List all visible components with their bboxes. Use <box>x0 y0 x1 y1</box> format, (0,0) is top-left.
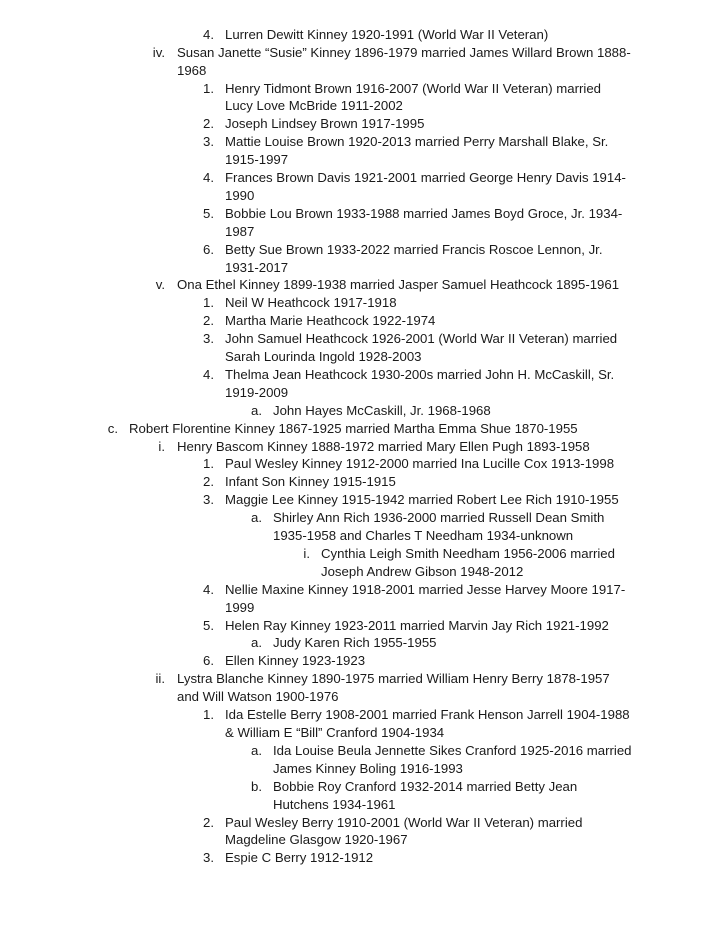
list-item <box>0 205 721 223</box>
list-item-text: 1919-2009 <box>225 385 289 400</box>
list-item-text: Maggie Lee Kinney 1915-1942 married Robert Lee Rich 1910-1955 <box>225 492 619 507</box>
list-marker: ii. <box>155 671 165 686</box>
list-item-text: Joseph Lindsey Brown 1917-1995 <box>225 116 425 131</box>
list-marker: 5. <box>203 618 214 633</box>
list-item-text: Bobbie Roy Cranford 1932-2014 married Betty Jean <box>273 779 578 794</box>
list-item-text: Helen Ray Kinney 1923-2011 married Marvin Jay Rich 1921-1992 <box>225 618 609 633</box>
list-item <box>0 294 721 312</box>
list-item-continuation <box>0 187 721 205</box>
list-item <box>0 169 721 187</box>
list-item-continuation <box>0 384 721 402</box>
list-item-continuation <box>0 348 721 366</box>
list-item <box>0 26 721 44</box>
list-marker: a. <box>251 403 262 418</box>
list-item <box>0 276 721 294</box>
list-item <box>0 617 721 635</box>
list-item-text: Ona Ethel Kinney 1899-1938 married Jasper Samuel Heathcock 1895-1961 <box>177 277 620 292</box>
list-item <box>0 491 721 509</box>
list-item-text: Infant Son Kinney 1915-1915 <box>225 474 396 489</box>
list-marker: 3. <box>203 492 214 507</box>
list-marker: 6. <box>203 653 214 668</box>
list-item-text: Judy Karen Rich 1955-1955 <box>273 635 437 650</box>
list-item <box>0 545 721 563</box>
list-item <box>0 634 721 652</box>
list-item <box>0 670 721 688</box>
list-item-text: 1935-1958 and Charles T Needham 1934-unknown <box>273 528 574 543</box>
list-item-continuation <box>0 259 721 277</box>
list-item <box>0 581 721 599</box>
list-item <box>0 473 721 491</box>
list-marker: i. <box>303 546 310 561</box>
list-item-text: 1931-2017 <box>225 260 289 275</box>
list-marker: 4. <box>203 170 214 185</box>
list-item-continuation <box>0 688 721 706</box>
list-item-text: 1987 <box>225 224 255 239</box>
list-marker: iv. <box>152 45 165 60</box>
list-item <box>0 44 721 62</box>
list-item-continuation <box>0 62 721 80</box>
list-marker: v. <box>155 277 165 292</box>
list-item-text: and Will Watson 1900-1976 <box>177 689 339 704</box>
list-item <box>0 814 721 832</box>
list-item-text: Shirley Ann Rich 1936-2000 married Russell Dean Smith <box>273 510 605 525</box>
list-item-text: Frances Brown Davis 1921-2001 married George Henry Davis 1914- <box>225 170 626 185</box>
list-item-text: John Samuel Heathcock 1926-2001 (World War II Veteran) married <box>225 331 618 346</box>
list-item-text: Joseph Andrew Gibson 1948-2012 <box>321 564 524 579</box>
list-item <box>0 706 721 724</box>
list-marker: a. <box>251 743 262 758</box>
list-marker: b. <box>251 779 262 794</box>
list-item-continuation <box>0 760 721 778</box>
list-marker: 5. <box>203 206 214 221</box>
list-item-text: 1968 <box>177 63 207 78</box>
list-item-text: Lurren Dewitt Kinney 1920-1991 (World War II Veteran) <box>225 27 549 42</box>
list-item <box>0 241 721 259</box>
list-marker: 1. <box>203 707 214 722</box>
list-item-text: Espie C Berry 1912-1912 <box>225 850 374 865</box>
list-marker: 1. <box>203 456 214 471</box>
list-item-text: Magdeline Glasgow 1920-1967 <box>225 832 408 847</box>
list-item-text: Nellie Maxine Kinney 1918-2001 married Jesse Harvey Moore 1917- <box>225 582 626 597</box>
list-item-text: John Hayes McCaskill, Jr. 1968-1968 <box>273 403 491 418</box>
list-marker: 3. <box>203 134 214 149</box>
list-item-text: Ida Estelle Berry 1908-2001 married Frank Henson Jarrell 1904-1988 <box>225 707 630 722</box>
list-marker: 4. <box>203 27 214 42</box>
list-item-text: Henry Tidmont Brown 1916-2007 (World War II Veteran) married <box>225 81 601 96</box>
list-item <box>0 509 721 527</box>
list-marker: 6. <box>203 242 214 257</box>
list-item-continuation <box>0 223 721 241</box>
list-marker: 2. <box>203 313 214 328</box>
list-item <box>0 742 721 760</box>
list-item-continuation <box>0 831 721 849</box>
list-item <box>0 366 721 384</box>
list-item-text: 1990 <box>225 188 255 203</box>
list-item-text: 1999 <box>225 600 255 615</box>
list-marker: a. <box>251 510 262 525</box>
list-item <box>0 330 721 348</box>
list-marker: 2. <box>203 815 214 830</box>
list-item-text: Betty Sue Brown 1933-2022 married Francis Roscoe Lennon, Jr. <box>225 242 603 257</box>
list-item-text: Mattie Louise Brown 1920-2013 married Perry Marshall Blake, Sr. <box>225 134 609 149</box>
list-marker: 2. <box>203 116 214 131</box>
list-item-text: Paul Wesley Berry 1910-2001 (World War II Veteran) married <box>225 815 583 830</box>
list-item-text: Ellen Kinney 1923-1923 <box>225 653 366 668</box>
list-item-continuation <box>0 599 721 617</box>
list-item-text: Lucy Love McBride 1911-2002 <box>225 98 403 113</box>
list-item <box>0 438 721 456</box>
list-item-continuation <box>0 97 721 115</box>
list-item-continuation <box>0 563 721 581</box>
list-marker: 2. <box>203 474 214 489</box>
list-item-text: Hutchens 1934-1961 <box>273 797 396 812</box>
list-item <box>0 778 721 796</box>
list-item-text: Ida Louise Beula Jennette Sikes Cranford 1925-2016 married <box>273 743 632 758</box>
list-item <box>0 402 721 420</box>
list-marker: 1. <box>203 81 214 96</box>
list-item-text: Lystra Blanche Kinney 1890-1975 married William Henry Berry 1878-1957 <box>177 671 610 686</box>
list-item <box>0 115 721 133</box>
list-marker: 3. <box>203 850 214 865</box>
list-item <box>0 133 721 151</box>
list-item <box>0 849 721 867</box>
list-marker: 4. <box>203 582 214 597</box>
list-item-text: Sarah Lourinda Ingold 1928-2003 <box>225 349 422 364</box>
list-item-text: Susan Janette “Susie” Kinney 1896-1979 married James Willard Brown 1888- <box>177 45 631 60</box>
list-item-continuation <box>0 724 721 742</box>
list-item-text: Bobbie Lou Brown 1933-1988 married James Boyd Groce, Jr. 1934- <box>225 206 623 221</box>
list-item-text: Henry Bascom Kinney 1888-1972 married Mary Ellen Pugh 1893-1958 <box>177 439 590 454</box>
list-item-text: Neil W Heathcock 1917-1918 <box>225 295 397 310</box>
list-item-continuation <box>0 796 721 814</box>
list-item <box>0 420 721 438</box>
list-item-continuation <box>0 527 721 545</box>
list-marker: 4. <box>203 367 214 382</box>
list-item-text: & William E “Bill” Cranford 1904-1934 <box>225 725 445 740</box>
list-marker: 3. <box>203 331 214 346</box>
list-item-continuation <box>0 151 721 169</box>
list-marker: c. <box>107 421 118 436</box>
list-item <box>0 80 721 98</box>
list-marker: a. <box>251 635 262 650</box>
list-item-text: Robert Florentine Kinney 1867-1925 married Martha Emma Shue 1870-1955 <box>129 421 578 436</box>
list-item-text: Martha Marie Heathcock 1922-1974 <box>225 313 436 328</box>
list-item <box>0 312 721 330</box>
list-item <box>0 652 721 670</box>
list-marker: 1. <box>203 295 214 310</box>
list-item-text: Paul Wesley Kinney 1912-2000 married Ina Lucille Cox 1913-1998 <box>225 456 615 471</box>
list-item-text: James Kinney Boling 1916-1993 <box>273 761 463 776</box>
list-item-text: Cynthia Leigh Smith Needham 1956-2006 married <box>321 546 615 561</box>
list-item <box>0 455 721 473</box>
list-item-text: 1915-1997 <box>225 152 289 167</box>
list-item-text: Thelma Jean Heathcock 1930-200s married John H. McCaskill, Sr. <box>225 367 615 382</box>
list-marker: i. <box>158 439 165 454</box>
